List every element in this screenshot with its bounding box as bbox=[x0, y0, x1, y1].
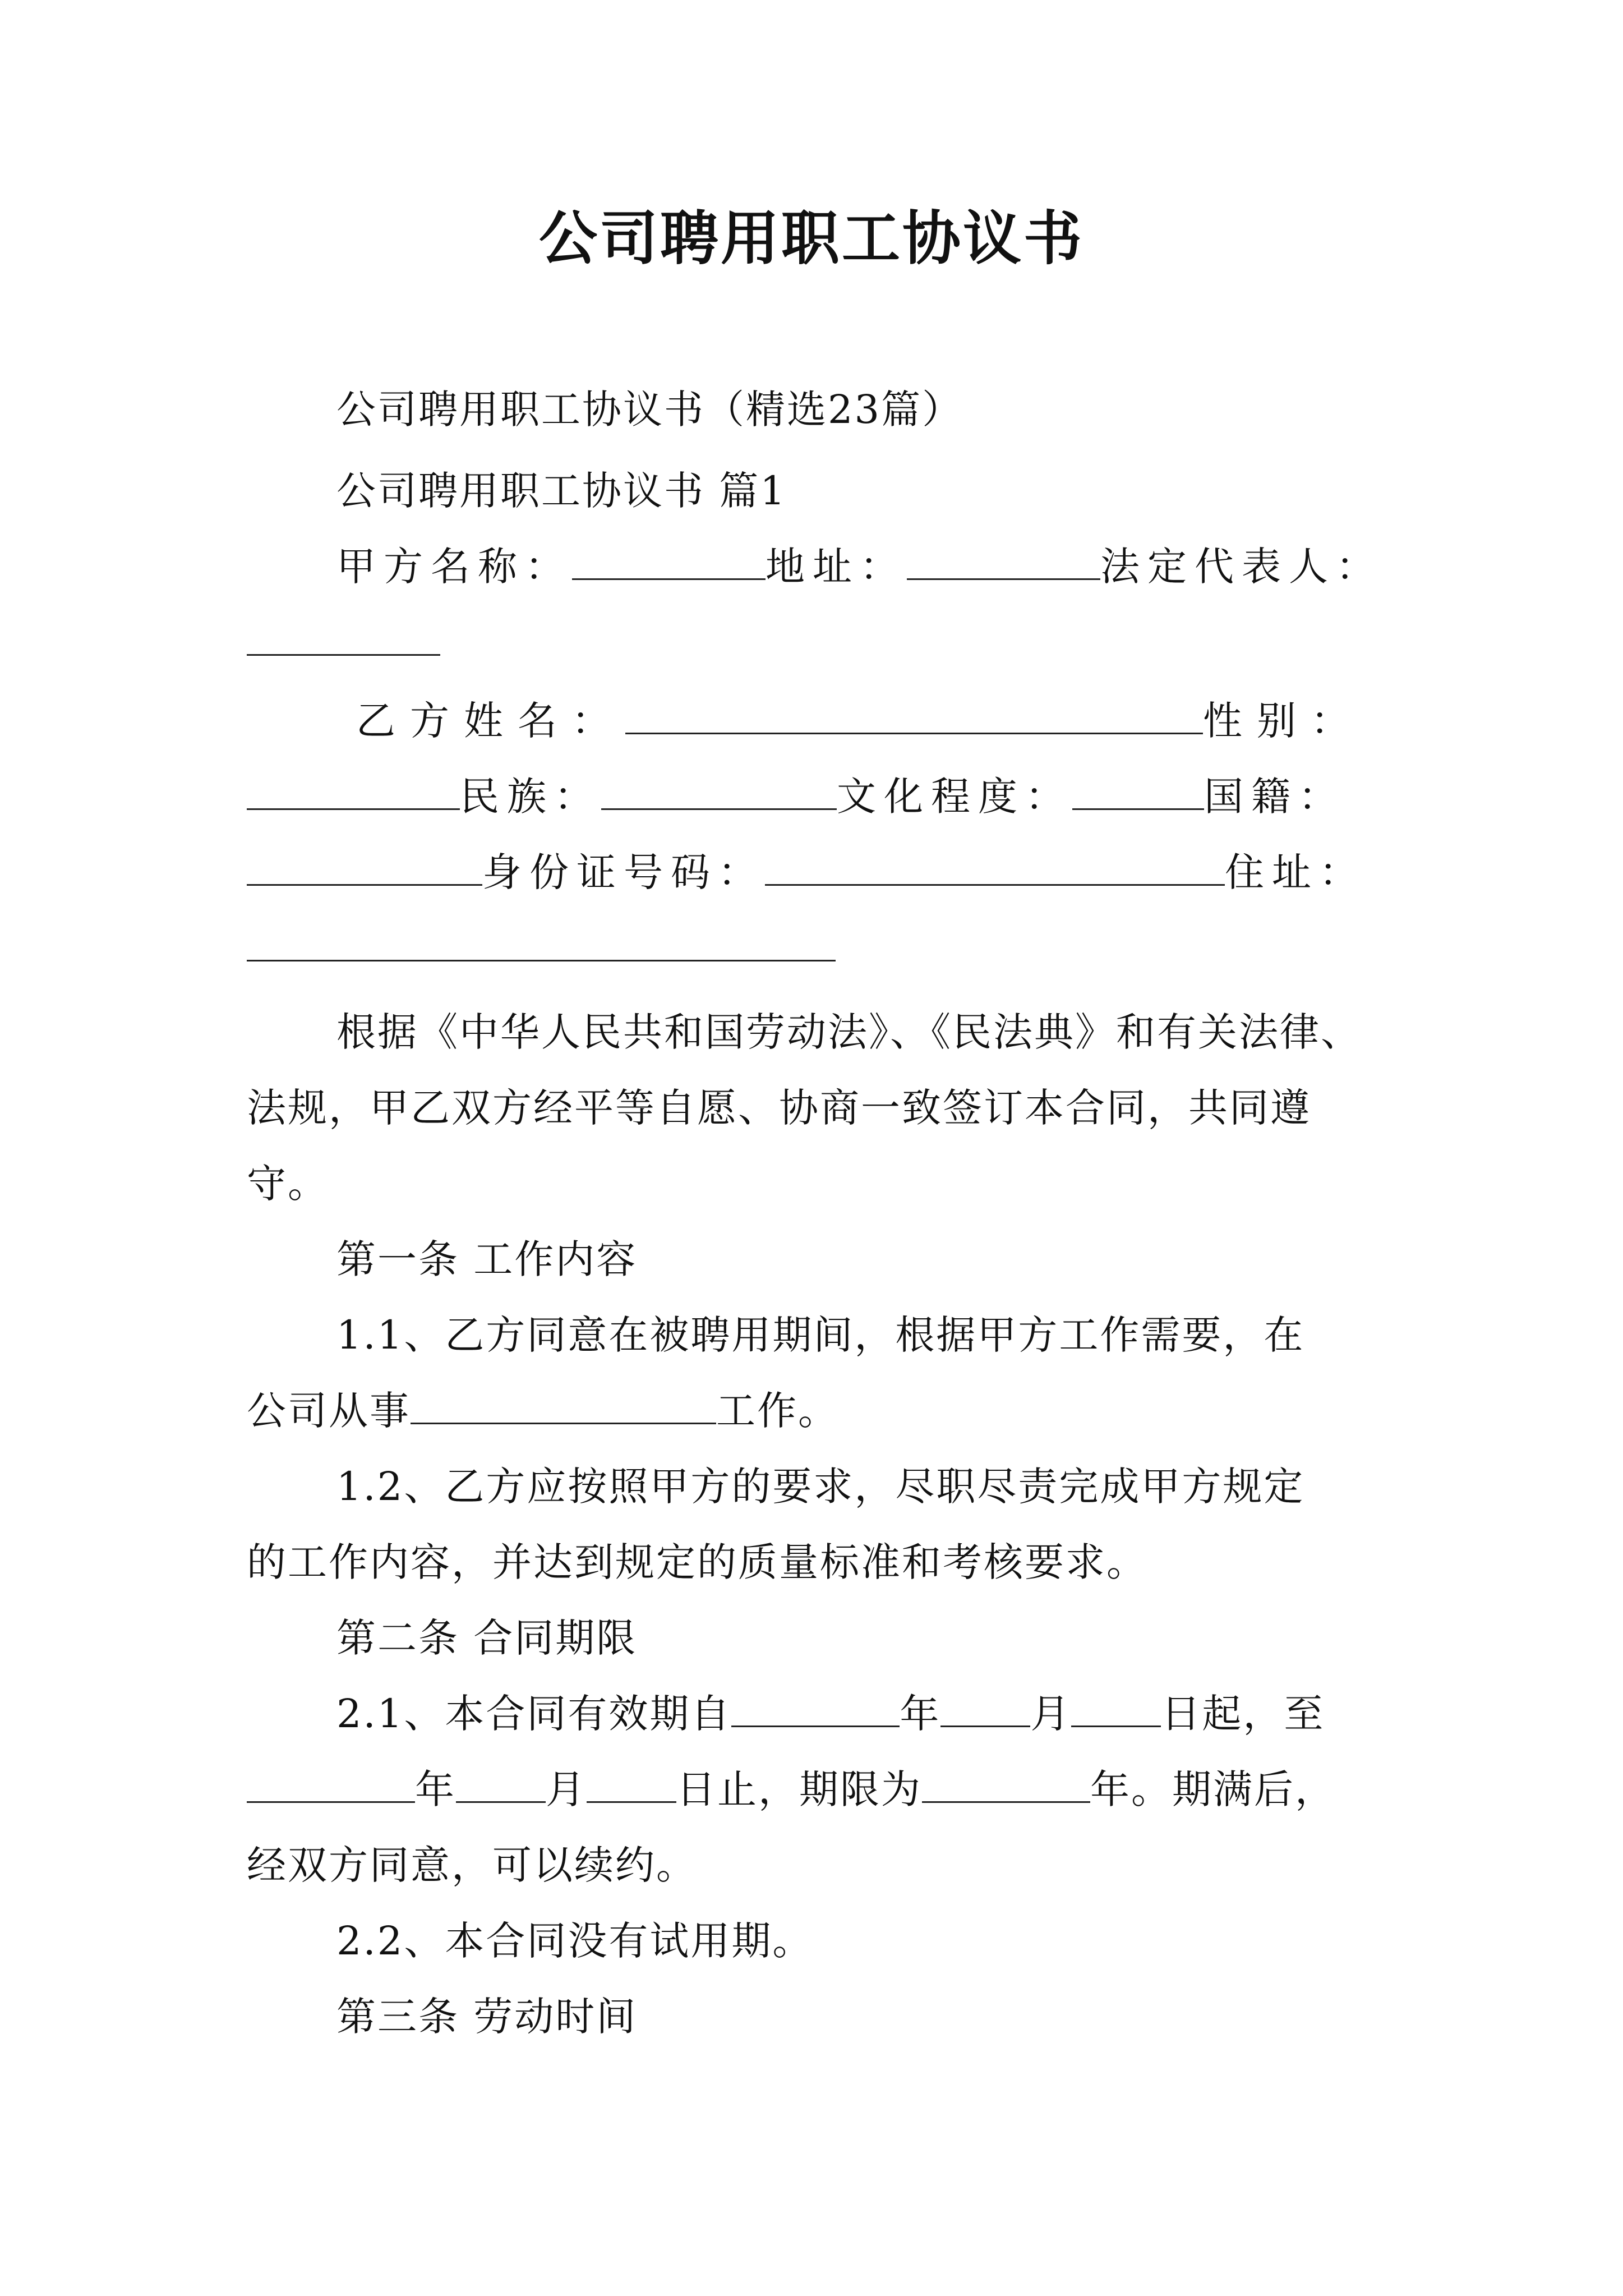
job-blank bbox=[411, 1383, 716, 1424]
article2-heading: 第二条 合同期限 bbox=[336, 1615, 638, 1661]
party-a-rep-line bbox=[247, 614, 1391, 670]
end-year-label: 年 bbox=[415, 1766, 456, 1812]
end-month-label: 月 bbox=[546, 1766, 587, 1812]
end-year-blank bbox=[247, 1762, 415, 1803]
start-year-label: 年 bbox=[900, 1691, 941, 1737]
party-b-line3 bbox=[247, 844, 1391, 900]
end-day-blank bbox=[587, 1762, 676, 1803]
clause-2-1-prefix: 2.1、本合同有效期自 bbox=[336, 1691, 732, 1737]
end-month-blank bbox=[456, 1762, 546, 1803]
clause-2-1-line2 bbox=[247, 1761, 1391, 1818]
party-b-id-label: 身份证号码： bbox=[482, 849, 765, 895]
party-a-rep-label: 法定代表人： bbox=[1100, 544, 1383, 590]
party-b-ethnicity-blank bbox=[601, 769, 837, 810]
clause-2-1-line1 bbox=[336, 1686, 1391, 1742]
party-a-line bbox=[336, 539, 1391, 595]
document-title: 公司聘用职工协议书 bbox=[538, 204, 1084, 273]
party-b-gender-label: 性别： bbox=[1203, 698, 1364, 744]
preamble-line3: 守。 bbox=[247, 1161, 329, 1207]
party-b-address-blank bbox=[247, 921, 836, 961]
clause-2-2: 2.2、本合同没有试用期。 bbox=[336, 1918, 814, 1964]
clause-1-1-line2 bbox=[247, 1383, 1391, 1439]
party-b-name-blank bbox=[625, 693, 1203, 734]
end-day-label: 日止，期限为 bbox=[676, 1766, 922, 1812]
party-a-name-label: 甲方名称： bbox=[336, 544, 572, 590]
clause-1-1-prefix: 公司从事 bbox=[247, 1388, 411, 1434]
section-title: 公司聘用职工协议书 篇1 bbox=[336, 468, 787, 514]
article3-heading: 第三条 劳动时间 bbox=[336, 1994, 638, 2040]
article1-heading: 第一条 工作内容 bbox=[336, 1236, 638, 1282]
term-years-blank bbox=[922, 1762, 1090, 1803]
party-b-education-blank bbox=[1072, 769, 1204, 810]
party-b-name-label: 乙方姓名： bbox=[356, 698, 625, 744]
party-b-nationality-blank bbox=[247, 845, 482, 886]
party-a-name-blank bbox=[572, 539, 766, 580]
party-b-education-label: 文化程度： bbox=[837, 774, 1072, 820]
party-b-line1 bbox=[356, 693, 1410, 749]
party-b-address-line bbox=[247, 920, 1391, 976]
party-b-id-blank bbox=[765, 845, 1225, 886]
start-month-label: 月 bbox=[1030, 1691, 1072, 1737]
start-month-blank bbox=[940, 1686, 1030, 1727]
party-b-line2 bbox=[247, 769, 1391, 825]
term-years-label: 年。期满后， bbox=[1090, 1766, 1336, 1812]
party-b-ethnicity-label: 民族： bbox=[460, 774, 601, 820]
party-b-nationality-label: 国籍： bbox=[1204, 774, 1345, 820]
preamble-line2: 法规，甲乙双方经平等自愿、协商一致签订本合同，共同遵 bbox=[247, 1085, 1311, 1131]
clause-2-1-line3: 经双方同意，可以续约。 bbox=[247, 1842, 697, 1888]
party-b-address-label: 住址： bbox=[1225, 849, 1366, 895]
party-a-rep-blank bbox=[247, 615, 440, 656]
start-year-blank bbox=[731, 1686, 900, 1727]
party-a-address-label: 地址： bbox=[766, 544, 907, 590]
clause-1-2-line1: 1.2、乙方应按照甲方的要求，尽职尽责完成甲方规定 bbox=[336, 1464, 1305, 1510]
clause-1-2-line2: 的工作内容，并达到规定的质量标准和考核要求。 bbox=[247, 1539, 1147, 1585]
preamble-line1: 根据《中华人民共和国劳动法》、《民法典》和有关法律、 bbox=[336, 1009, 1362, 1055]
party-a-address-blank bbox=[907, 539, 1100, 580]
start-day-label: 日起，至 bbox=[1161, 1691, 1325, 1737]
clause-1-1-line1: 1.1、乙方同意在被聘用期间，根据甲方工作需要，在 bbox=[336, 1312, 1305, 1358]
party-b-gender-blank bbox=[247, 769, 460, 810]
clause-1-1-suffix: 工作。 bbox=[716, 1388, 839, 1434]
start-day-blank bbox=[1071, 1686, 1161, 1727]
document-subtitle: 公司聘用职工协议书（精选23篇） bbox=[336, 386, 963, 432]
